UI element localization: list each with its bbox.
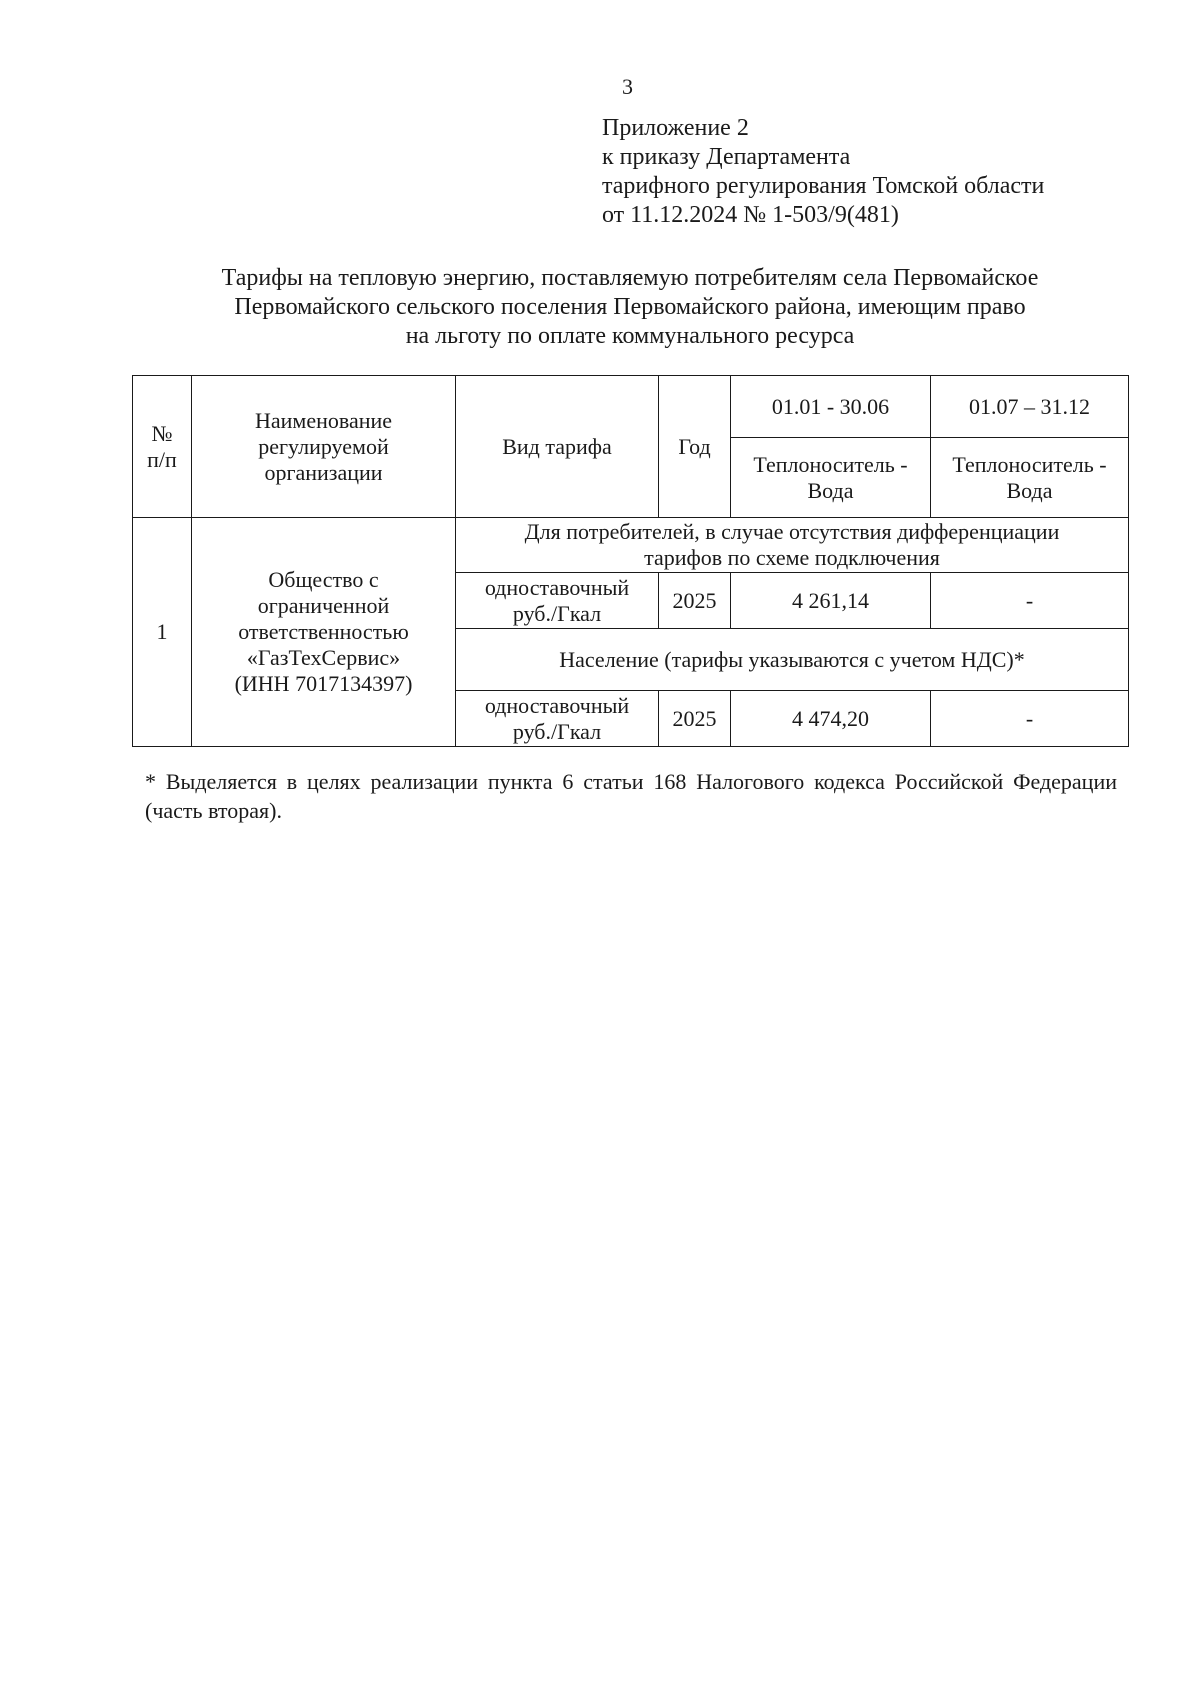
- tariff-type-cell: одноставочный руб./Гкал: [456, 573, 659, 629]
- header-period-1: 01.01 - 30.06: [731, 376, 931, 438]
- table-row: [133, 518, 1129, 573]
- appendix-line: тарифного регулирования Томской области: [602, 173, 1045, 199]
- value-period-1-cell: 4 261,14: [731, 573, 931, 629]
- appendix-block: [602, 114, 1044, 230]
- value-period-2-cell: -: [931, 691, 1129, 747]
- header-period-2: 01.07 – 31.12: [931, 376, 1129, 438]
- value-period-1-cell: 4 474,20: [731, 691, 931, 747]
- section-title: Население (тарифы указываются с учетом НДС)*: [456, 629, 1129, 691]
- document-title: [130, 264, 1130, 351]
- header-year: Год: [659, 376, 731, 518]
- header-carrier-2: Теплоноситель - Вода: [931, 438, 1129, 518]
- header-num: № п/п: [133, 376, 192, 518]
- year-cell: 2025: [659, 573, 731, 629]
- header-carrier-1: Теплоноситель - Вода: [731, 438, 931, 518]
- tariff-type-cell: одноставочный руб./Гкал: [456, 691, 659, 747]
- title-line: Тарифы на тепловую энергию, поставляемую потребителям села Первомайское: [221, 265, 1039, 291]
- appendix-line: Приложение 2: [602, 115, 749, 141]
- year-cell: 2025: [659, 691, 731, 747]
- title-line: на льготу по оплате коммунального ресурса: [405, 323, 855, 349]
- footnote: * Выделяется в целях реализации пункта 6 статьи 168 Налогового кодекса Российской Федерации (часть вторая).: [145, 769, 1117, 823]
- value-period-2-cell: -: [931, 573, 1129, 629]
- row-number: 1: [133, 518, 192, 747]
- section-title: Для потребителей, в случае отсутствия дифференциации тарифов по схеме подключения: [456, 518, 1129, 573]
- tariff-table: [132, 375, 1129, 747]
- header-tariff-type: Вид тарифа: [456, 376, 659, 518]
- table-header-row: [133, 376, 1129, 438]
- appendix-line: от 11.12.2024 № 1-503/9(481): [602, 202, 899, 228]
- appendix-line: к приказу Департамента: [602, 144, 851, 170]
- header-org-name: Наименование регулируемой организации: [192, 376, 456, 518]
- organization-name: Общество с ограниченной ответственностью «ГазТехСервис» (ИНН 7017134397): [192, 518, 456, 747]
- page-number: 3: [622, 74, 633, 99]
- title-line: Первомайского сельского поселения Первомайского района, имеющим право: [234, 294, 1026, 320]
